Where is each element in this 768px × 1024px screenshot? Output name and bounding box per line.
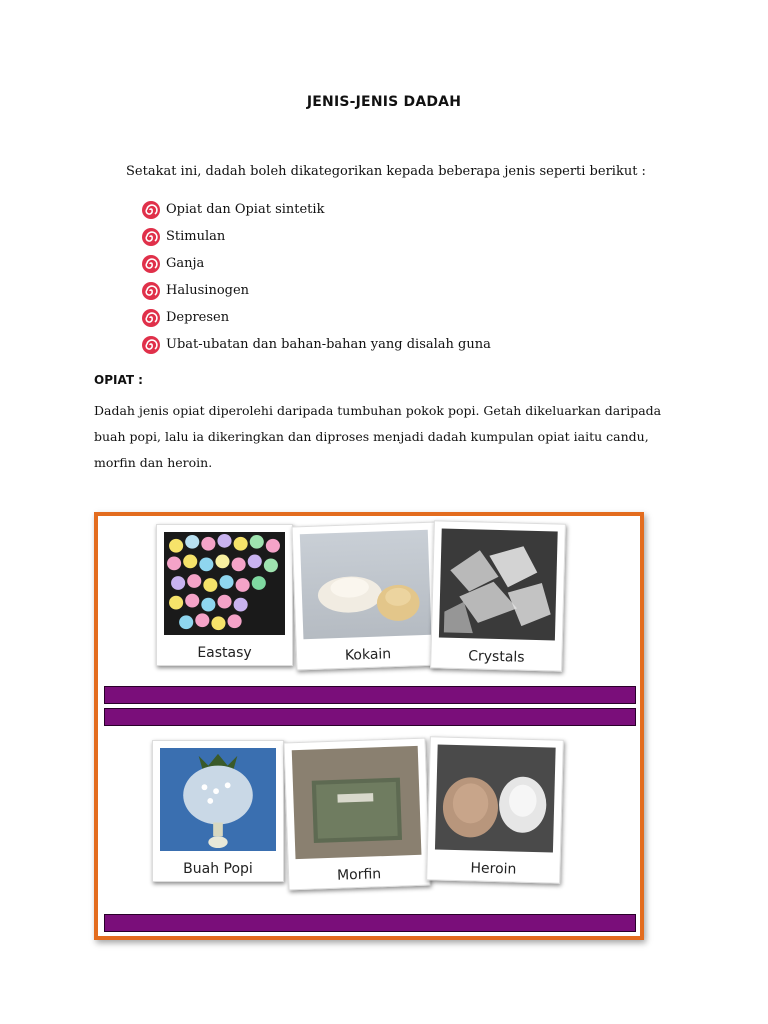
intro-text: Setakat ini, dadah boleh dikategorikan kepada beberapa jenis seperti berikut :: [126, 164, 646, 179]
divider-bar: [104, 708, 636, 726]
list-item-label: Ganja: [166, 256, 205, 271]
photo-card-morfin: [283, 738, 430, 891]
page-title: JENIS-JENIS DADAH: [306, 94, 462, 110]
list-item: [141, 331, 491, 358]
divider-bar: [104, 914, 636, 932]
photo-card-heroin: [426, 736, 564, 883]
photo-caption: Eastasy: [197, 645, 252, 661]
crystals-image: [439, 529, 558, 641]
red-swirl-icon: [141, 200, 161, 220]
heroin-powder-image: [435, 744, 556, 852]
photo-caption: Morfin: [336, 866, 382, 884]
photo-caption: Crystals: [468, 648, 525, 666]
drug-photo-panel: [94, 512, 644, 940]
photo-card-kokain: [292, 522, 441, 671]
photo-card-crystals: [430, 520, 566, 671]
photo-card-ecstasy: [156, 524, 293, 666]
kokain-powder-image: [300, 530, 432, 639]
photo-caption: Buah Popi: [183, 861, 253, 877]
list-item-label: Opiat dan Opiat sintetik: [166, 202, 325, 217]
poppy-pod-image: [160, 748, 276, 851]
list-item-label: Stimulan: [166, 229, 226, 244]
list-item: [141, 223, 491, 250]
list-item-label: Halusinogen: [166, 283, 250, 298]
divider-bar: [104, 686, 636, 704]
list-item-label: Depresen: [166, 310, 230, 325]
photo-card-buah-popi: [152, 740, 284, 882]
photo-caption: Kokain: [344, 646, 392, 664]
drug-type-list: [141, 196, 491, 358]
morfin-block-image: [292, 746, 422, 859]
red-swirl-icon: [141, 254, 161, 274]
list-item: [141, 277, 491, 304]
list-item: [141, 304, 491, 331]
section-heading: OPIAT :: [94, 373, 143, 387]
red-swirl-icon: [141, 227, 161, 247]
red-swirl-icon: [141, 335, 161, 355]
red-swirl-icon: [141, 281, 161, 301]
photo-caption: Heroin: [470, 860, 517, 878]
list-item: [141, 196, 491, 223]
red-swirl-icon: [141, 308, 161, 328]
list-item-label: Ubat-ubatan dan bahan-bahan yang disalah guna: [166, 337, 491, 352]
ecstasy-pills-image: [164, 532, 285, 635]
body-paragraph: Dadah jenis opiat diperolehi daripada tumbuhan pokok popi. Getah dikeluarkan daripada buah popi, lalu ia dikeringkan dan diproses menjadi dadah kumpulan opiat iaitu candu, morfin dan heroin.: [94, 403, 662, 470]
list-item: [141, 250, 491, 277]
